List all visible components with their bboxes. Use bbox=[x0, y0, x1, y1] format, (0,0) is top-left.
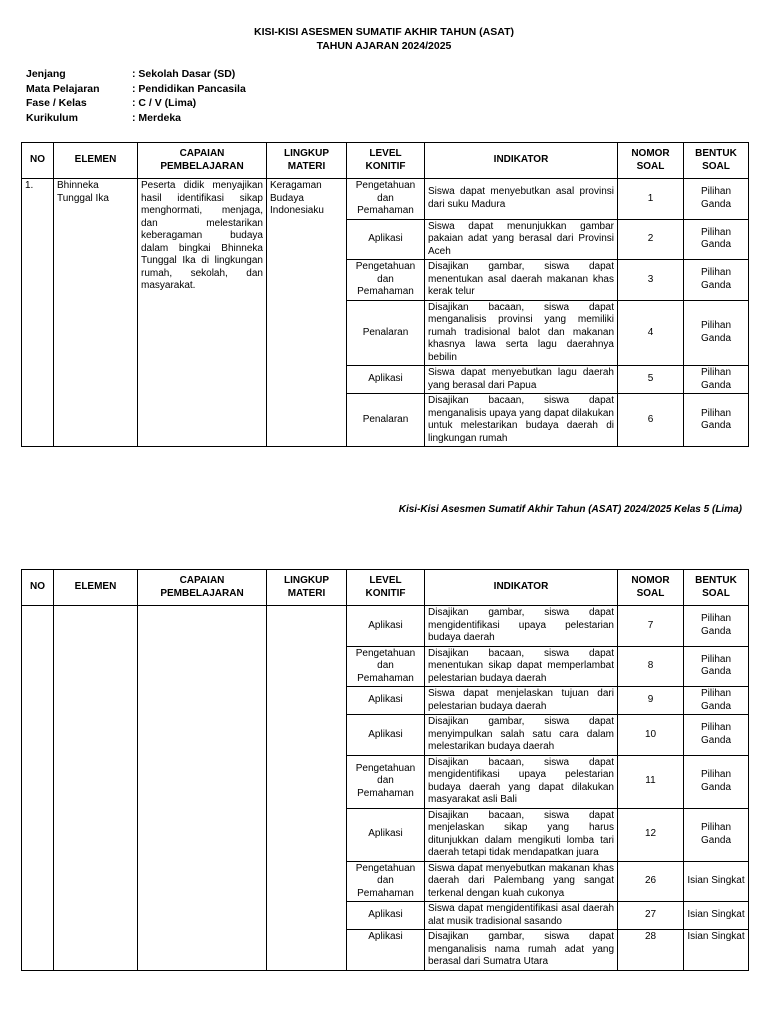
row-lingkup: Keragaman Budaya Indonesiaku bbox=[267, 179, 347, 447]
indikator-cell: Disajikan bacaan, siswa dapat menganalisis upaya yang dapat dilakukan untuk melestarikan budaya daerah di lingkungan rumah bbox=[425, 394, 618, 447]
level-cell: Aplikasi bbox=[347, 219, 425, 260]
bentuk-cell: Pilihan Ganda bbox=[684, 646, 749, 687]
meta-row-fase bbox=[26, 97, 246, 112]
bentuk-cell: Isian Singkat bbox=[684, 902, 749, 930]
header-bentuk: BENTUK SOAL bbox=[684, 143, 749, 179]
indikator-cell: Siswa dapat menyebutkan asal provinsi dari suku Madura bbox=[425, 179, 618, 220]
nomor-cell: 7 bbox=[618, 606, 684, 647]
nomor-cell: 8 bbox=[618, 646, 684, 687]
header-level: LEVEL KONITIF bbox=[347, 570, 425, 606]
bentuk-cell: Pilihan Ganda bbox=[684, 687, 749, 715]
level-cell: Pengetahuan dan Pemahaman bbox=[347, 861, 425, 902]
level-cell: Aplikasi bbox=[347, 715, 425, 756]
nomor-cell: 1 bbox=[618, 179, 684, 220]
indikator-cell: Disajikan gambar, siswa dapat menentukan asal daerah makanan khas kerak telur bbox=[425, 260, 618, 301]
nomor-cell: 10 bbox=[618, 715, 684, 756]
bentuk-cell: Pilihan Ganda bbox=[684, 394, 749, 447]
indikator-cell: Siswa dapat menjelaskan tujuan dari pelestarian budaya daerah bbox=[425, 687, 618, 715]
meta-row-jenjang bbox=[26, 68, 246, 83]
level-cell: Penalaran bbox=[347, 300, 425, 366]
bentuk-cell: Pilihan Ganda bbox=[684, 300, 749, 366]
bentuk-cell: Pilihan Ganda bbox=[684, 715, 749, 756]
document-meta bbox=[26, 68, 246, 126]
indikator-cell: Siswa dapat menyebutkan makanan khas daerah dari Palembang yang sangat terkenal dengan kuah cukonya bbox=[425, 861, 618, 902]
meta-value: : Sekolah Dasar (SD) bbox=[132, 68, 236, 80]
meta-value: : C / V (Lima) bbox=[132, 97, 197, 109]
nomor-cell: 11 bbox=[618, 755, 684, 808]
level-cell: Pengetahuan dan Pemahaman bbox=[347, 260, 425, 301]
header-level: LEVEL KONITIF bbox=[347, 143, 425, 179]
page-footer-note: Kisi-Kisi Asesmen Sumatif Akhir Tahun (ASAT) 2024/2025 Kelas 5 (Lima) bbox=[398, 504, 742, 515]
indikator-cell: Siswa dapat menunjukkan gambar pakaian adat yang berasal dari Provinsi Aceh bbox=[425, 219, 618, 260]
meta-key: Mata Pelajaran bbox=[26, 82, 100, 95]
row-no-empty bbox=[22, 606, 54, 971]
nomor-cell: 2 bbox=[618, 219, 684, 260]
nomor-cell: 4 bbox=[618, 300, 684, 366]
level-cell: Penalaran bbox=[347, 394, 425, 447]
meta-key: Fase / Kelas bbox=[26, 97, 87, 109]
row-capaian: Peserta didik menyajikan hasil identifikasi sikap menghormati, menjaga, dan melestarikan keberagaman budaya dalam bingkai Bhinneka Tunggal Ika di lingkungan rumah, sekolah, dan masyarakat. bbox=[138, 179, 267, 447]
document-title: KISI-KISI ASESMEN SUMATIF AKHIR TAHUN (ASAT) bbox=[254, 26, 514, 38]
bentuk-cell: Pilihan Ganda bbox=[684, 808, 749, 861]
indikator-cell: Disajikan gambar, siswa dapat mengidentifikasi upaya pelestarian budaya daerah bbox=[425, 606, 618, 647]
header-indikator: INDIKATOR bbox=[425, 143, 618, 179]
kisi-kisi-table-2 bbox=[21, 569, 749, 971]
indikator-cell: Disajikan bacaan, siswa dapat mengidentifikasi upaya pelestarian budaya daerah yang dapat dilakukan masyarakat asli Bali bbox=[425, 755, 618, 808]
indikator-cell: Disajikan bacaan, siswa dapat menjelaskan sikap yang harus ditunjukkan dalam mengikuti lomba tari daerah tetapi tidak mendapatkan juara bbox=[425, 808, 618, 861]
indikator-cell: Disajikan bacaan, siswa dapat menganalisis provinsi yang memiliki rumah tradisional balot dan makanan khasnya lawa serta lagu daerahnya bebilin bbox=[425, 300, 618, 366]
document-subtitle: TAHUN AJARAN 2024/2025 bbox=[316, 40, 452, 52]
nomor-cell: 28 bbox=[618, 930, 684, 971]
header-elemen: ELEMEN bbox=[54, 570, 138, 606]
nomor-cell: 9 bbox=[618, 687, 684, 715]
indikator-cell: Disajikan bacaan, siswa dapat menentukan sikap dapat memperlambat pelestarian budaya daerah bbox=[425, 646, 618, 687]
header-elemen: ELEMEN bbox=[54, 143, 138, 179]
indikator-cell: Siswa dapat menyebutkan lagu daerah yang berasal dari Papua bbox=[425, 366, 618, 394]
header-lingkup: LINGKUP MATERI bbox=[267, 570, 347, 606]
bentuk-cell: Isian Singkat bbox=[684, 930, 749, 971]
table-header-row bbox=[22, 143, 749, 179]
row-no: 1. bbox=[22, 179, 54, 447]
meta-row-kurikulum bbox=[26, 112, 246, 127]
bentuk-cell: Pilihan Ganda bbox=[684, 606, 749, 647]
meta-value: : Merdeka bbox=[132, 111, 182, 124]
kisi-kisi-table-1 bbox=[21, 142, 749, 447]
nomor-cell: 26 bbox=[618, 861, 684, 902]
header-bentuk: BENTUK SOAL bbox=[684, 570, 749, 606]
nomor-cell: 5 bbox=[618, 366, 684, 394]
nomor-cell: 3 bbox=[618, 260, 684, 301]
nomor-cell: 12 bbox=[618, 808, 684, 861]
header-indikator: INDIKATOR bbox=[425, 570, 618, 606]
indikator-cell: Disajikan gambar, siswa dapat menyimpulkan salah satu cara dalam melestarikan budaya daerah bbox=[425, 715, 618, 756]
meta-row-mapel bbox=[26, 83, 246, 98]
indikator-cell: Siswa dapat mengidentifikasi asal daerah alat musik tradisional sasando bbox=[425, 902, 618, 930]
row-capaian-empty bbox=[138, 606, 267, 971]
header-nomor: NOMOR SOAL bbox=[618, 570, 684, 606]
table-row bbox=[22, 179, 749, 220]
level-cell: Aplikasi bbox=[347, 606, 425, 647]
header-capaian: CAPAIAN PEMBELAJARAN bbox=[138, 143, 267, 179]
row-lingkup-empty bbox=[267, 606, 347, 971]
nomor-cell: 6 bbox=[618, 394, 684, 447]
row-elemen-empty bbox=[54, 606, 138, 971]
meta-value: : Pendidikan Pancasila bbox=[132, 82, 246, 95]
level-cell: Aplikasi bbox=[347, 930, 425, 971]
meta-key: Jenjang bbox=[26, 68, 66, 80]
bentuk-cell: Pilihan Ganda bbox=[684, 755, 749, 808]
level-cell: Aplikasi bbox=[347, 902, 425, 930]
level-cell: Pengetahuan dan Pemahaman bbox=[347, 755, 425, 808]
level-cell: Aplikasi bbox=[347, 808, 425, 861]
level-cell: Aplikasi bbox=[347, 366, 425, 394]
level-cell: Pengetahuan dan Pemahaman bbox=[347, 646, 425, 687]
bentuk-cell: Pilihan Ganda bbox=[684, 219, 749, 260]
table-row bbox=[22, 606, 749, 647]
bentuk-cell: Pilihan Ganda bbox=[684, 179, 749, 220]
header-nomor: NOMOR SOAL bbox=[618, 143, 684, 179]
row-elemen: Bhinneka Tunggal Ika bbox=[54, 179, 138, 447]
header-lingkup: LINGKUP MATERI bbox=[267, 143, 347, 179]
bentuk-cell: Pilihan Ganda bbox=[684, 260, 749, 301]
header-no: NO bbox=[22, 570, 54, 606]
level-cell: Pengetahuan dan Pemahaman bbox=[347, 179, 425, 220]
level-cell: Aplikasi bbox=[347, 687, 425, 715]
indikator-cell: Disajikan gambar, siswa dapat menganalisis nama rumah adat yang berasal dari Sumatra Utara bbox=[425, 930, 618, 971]
meta-key: Kurikulum bbox=[26, 111, 78, 124]
header-capaian: CAPAIAN PEMBELAJARAN bbox=[138, 570, 267, 606]
bentuk-cell: Isian Singkat bbox=[684, 861, 749, 902]
table-header-row bbox=[22, 570, 749, 606]
header-no: NO bbox=[22, 143, 54, 179]
bentuk-cell: Pilihan Ganda bbox=[684, 366, 749, 394]
nomor-cell: 27 bbox=[618, 902, 684, 930]
